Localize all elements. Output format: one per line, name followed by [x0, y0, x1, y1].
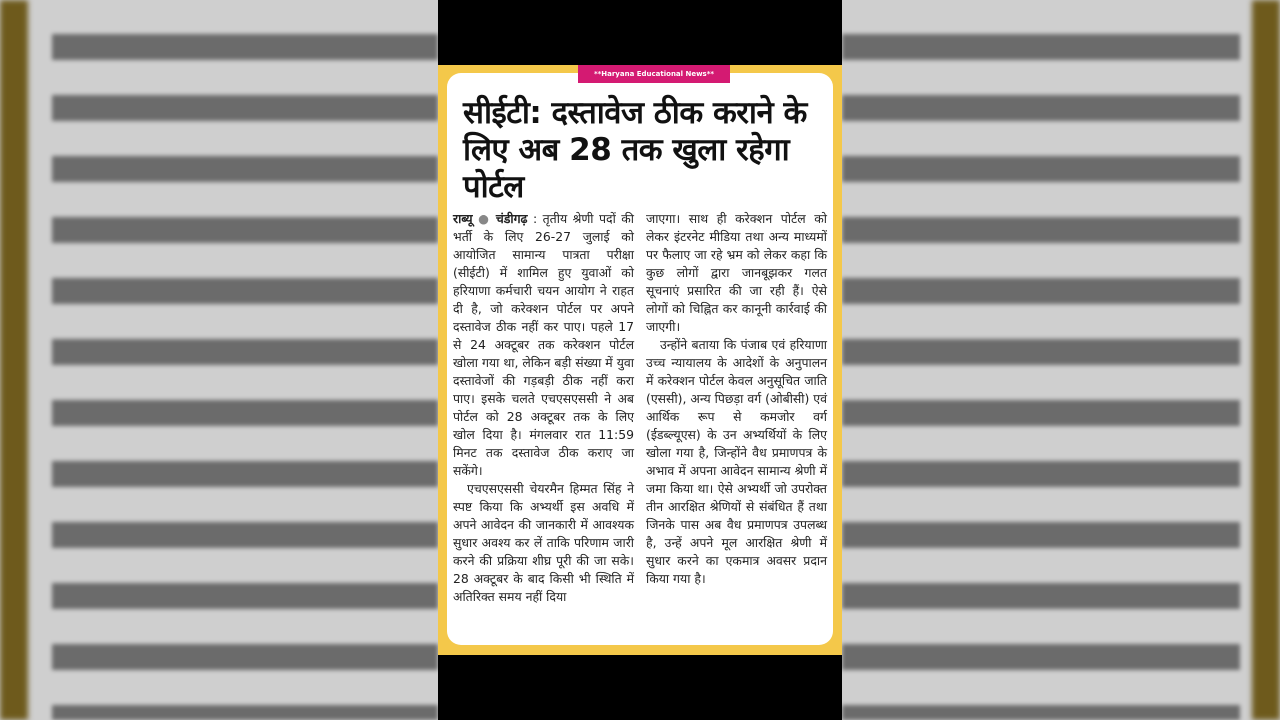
blurred-background-left	[0, 0, 438, 720]
paragraph-3: जाएगा। साथ ही करेक्शन पोर्टल को लेकर इंटरनेट मीडिया तथा अन्य माध्यमों पर फैलाए जा रहे भ्रम को लेकर कहा कि कुछ लोगों द्वारा जानबूझकर गलत सूचनाएं प्रसारित की जा रही हैं। ऐसे लोगों को चिह्नित कर कानूनी कार्रवाई की जाएगी।	[646, 211, 827, 334]
dateline-agency: राब्यू	[453, 211, 473, 226]
paragraph-2: एचएसएससी चेयरमैन हिम्मत सिंह ने स्पष्ट किया कि अभ्यर्थी इस अवधि में अपने आवेदन की जानकारी में आवश्यक सुधार अवश्य कर लें ताकि परिणाम जारी करने की प्रक्रिया शीघ्र पूरी की जा सके। 28 अक्टूबर के बाद किसी भी स्थिति में अतिरिक्त समय नहीं दिया	[453, 481, 634, 604]
paragraph-4: उन्होंने बताया कि पंजाब एवं हरियाणा उच्च न्यायालय के आदेशों के अनुपालन में करेक्शन पोर्टल केवल अनुसूचित जाति (एससी), अन्य पिछड़ा वर्ग (ओबीसी) एवं आर्थिक रूप से कमजोर वर्ग (ईडब्ल्यूएस) के उन अभ्यर्थियों के लिए खोला गया है, जिन्होंने वैध प्रमाणपत्र के अभाव में अपना आवेदन सामान्य श्रेणी में जमा किया था। ऐसे अभ्यर्थी जो उपरोक्त तीन आरक्षित श्रेणियों से संबंधित हैं तथा जिनके पास अब वैध प्रमाणपत्र उपलब्ध है, उन्हें अपने मूल आरक्षित श्रेणी में सुधार करने का एकमात्र अवसर प्रदान किया गया है।	[646, 337, 828, 586]
article-columns	[453, 210, 827, 606]
blurred-text-lines	[52, 20, 438, 720]
headline: सीईटी: दस्तावेज ठीक कराने के लिए अब 28 तक खुला रहेगा पोर्टल	[463, 95, 807, 205]
paragraph-1-text: : तृतीय श्रेणी पदों की भर्ती के लिए 26-27 जुलाई को आयोजित सामान्य पात्रता परीक्षा (सीईटी) में शामिल हुए युवाओं को हरियाणा कर्मचारी चयन आयोग ने राहत दी है, जो करेक्शन पोर्टल पर अपने दस्तावेज ठीक नहीं कर पाए। पहले 17 से 24 अक्टूबर तक करेक्शन पोर्टल खोला गया था, लेकिन बड़ी संख्या में युवा दस्तावेजों की गड़बड़ी ठीक नहीं करा पाए। इसके चलते एचएसएससी ने अब पोर्टल को 28 अक्टूबर तक के लिए खोल दिया है। मंगलवार रात 11:59 मिनट तक दस्तावेज ठीक कराए जा सकेंगे।	[453, 211, 634, 478]
article-column-1	[453, 210, 634, 606]
paragraph-1	[453, 210, 634, 480]
blurred-text-lines	[842, 20, 1240, 720]
blurred-background-right	[842, 0, 1280, 720]
blurred-frame-edge	[0, 0, 28, 720]
bullet-icon: ●	[478, 211, 491, 226]
article-card	[447, 70, 833, 645]
source-badge: **Haryana Educational News**	[578, 65, 730, 83]
blurred-frame-edge	[1252, 0, 1280, 720]
article-column-2	[646, 210, 827, 588]
news-clipping	[438, 65, 842, 655]
dateline-city: चंडीगढ़	[495, 211, 528, 226]
